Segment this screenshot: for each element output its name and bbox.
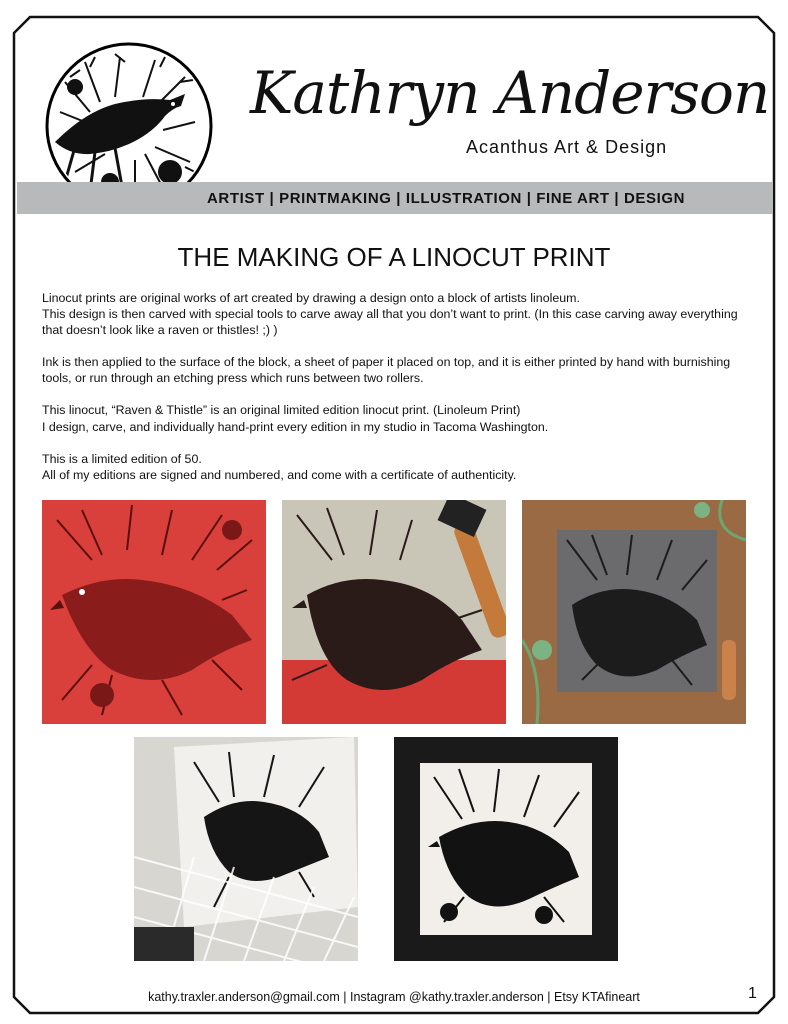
page-number: 1 (748, 985, 757, 1002)
carved-block-photo (282, 500, 506, 724)
body-text (42, 290, 746, 499)
paragraph: This is a limited edition of 50. All of my editions are signed and numbered, and come with a certificate of authenticity. (42, 451, 517, 482)
paragraph: This linocut, “Raven & Thistle” is an original limited edition linocut print. (Linoleum Print) I design, carve, and individually hand-print every edition in my studio in Tacoma Washington. (42, 403, 549, 434)
inked-block-image (522, 500, 746, 724)
framed-print-image (394, 737, 618, 961)
framed-print-photo (394, 737, 618, 961)
banner-text: ARTIST | PRINTMAKING | ILLUSTRATION | FINE ART | DESIGN (207, 190, 686, 207)
red-drawing-photo (42, 500, 266, 724)
page-title: THE MAKING OF A LINOCUT PRINT (177, 242, 611, 272)
raven-drawing-image (42, 500, 266, 724)
studio-subtitle: Acanthus Art & Design (466, 137, 668, 157)
contact-footer: kathy.traxler.anderson@gmail.com | Instagram @kathy.traxler.anderson | Etsy KTAfineart (148, 990, 640, 1004)
carved-linoleum-image (282, 500, 506, 724)
paragraph: Linocut prints are original works of art created by drawing a design onto a block of artists linoleum. This design is then carved with special tools to carve away all that you don’t want to print. (In this case carving away everything that doesn’t look like a raven or thistles! ;) ) (42, 291, 738, 338)
artist-name: Kathryn Anderson (250, 59, 770, 127)
paragraph: Ink is then applied to the surface of the block, a sheet of paper it placed on top, and it is either printed by hand with burnishing tools, or run through an etching press which runs between two rollers. (42, 355, 731, 386)
drying-rack-photo (134, 737, 358, 961)
inked-block-photo (522, 500, 746, 724)
drying-prints-image (134, 737, 358, 961)
